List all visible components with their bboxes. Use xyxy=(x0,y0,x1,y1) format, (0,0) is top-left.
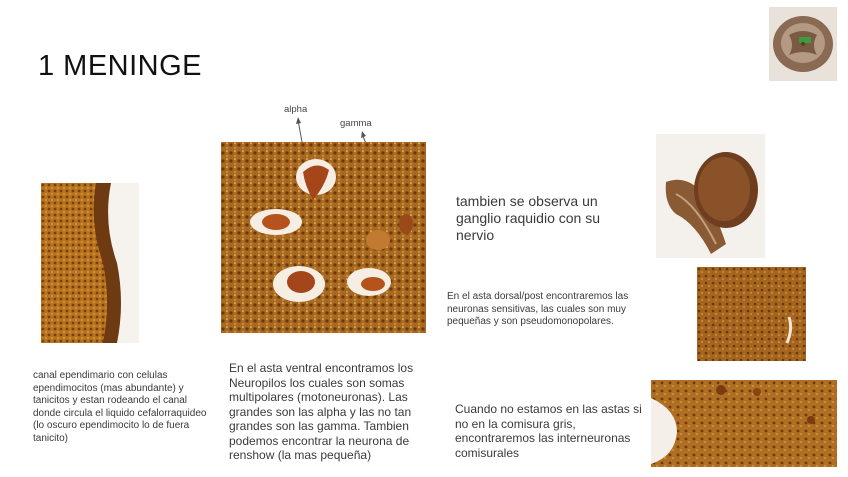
caption-gray-commissure: Cuando no estamos en las astas si no en la comisura gris, encontraremos las interneuronas comisurales xyxy=(455,402,642,460)
alpha-label: alpha xyxy=(284,104,308,115)
caption-ventral-horn: En el asta ventral encontramos los Neuropilos los cuales son somas multipolares (motoneuronas). Las grandes son las alpha y las no tan grandes son las gamma. Tambien podemos encontrar la neurona de renshow (la mas pequeña) xyxy=(229,361,414,462)
gamma-label: gamma xyxy=(340,118,372,129)
dorsal-horn-image xyxy=(697,267,806,361)
caption-dorsal-horn: En el asta dorsal/post encontraremos las neuronas sensitivas, las cuales son muy pequeñas y son pseudomonopolares. xyxy=(447,291,629,327)
ependymal-canal-image xyxy=(41,183,139,343)
gray-commissure-image xyxy=(651,380,837,467)
caption-spinal-ganglion: tambien se observa un ganglio raquidio con su nervio xyxy=(456,193,600,243)
caption-ependymal-canal: canal ependimario con celulas ependimocitos (mas abundante) y tanicitos y estan rodeando el canal donde circula el liquido cefalorraquideo (lo oscuro ependimocito lo de fuera tanicito) xyxy=(33,370,207,444)
slide-title: 1 MENINGE xyxy=(38,50,203,82)
ventral-horn-neurons-image xyxy=(221,142,426,333)
spinal-ganglion-image xyxy=(656,134,765,258)
spinal-cord-thumbnail xyxy=(769,7,837,81)
